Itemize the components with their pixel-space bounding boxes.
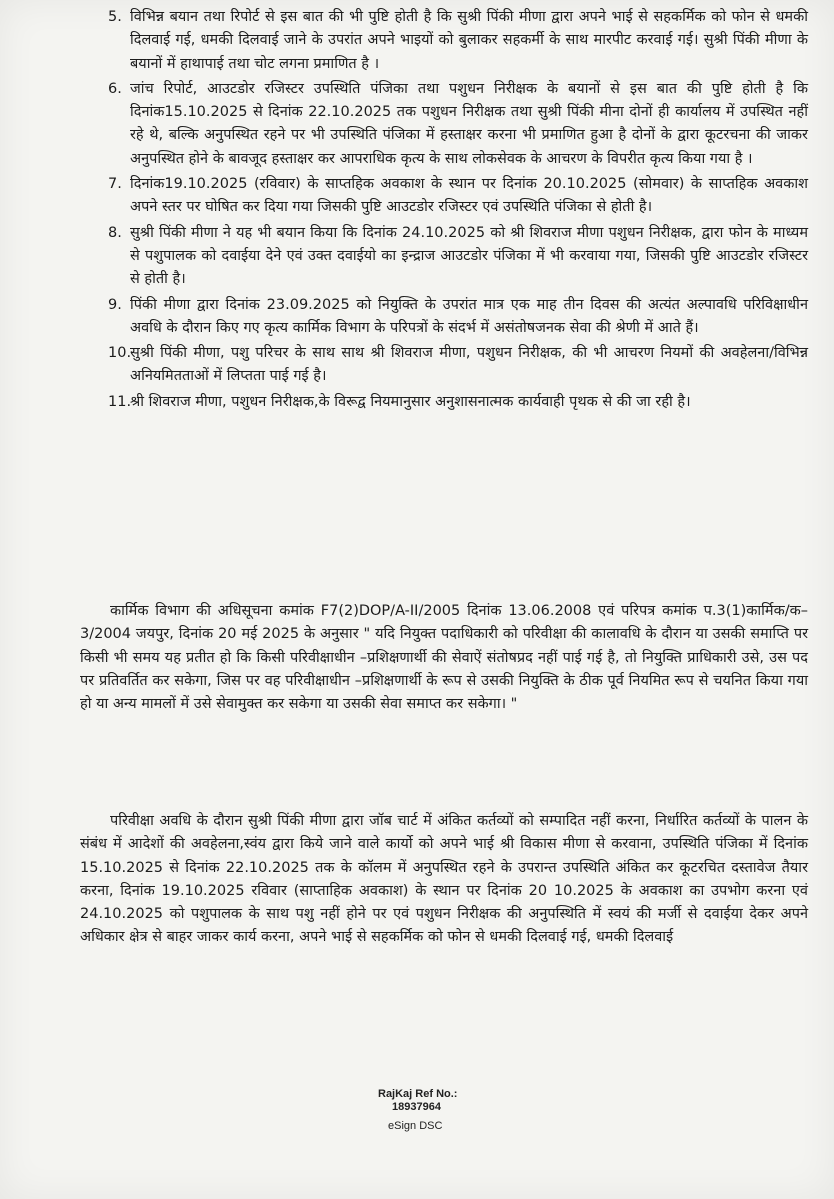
item-text: श्री शिवराज मीणा, पशुधन निरीक्षक,के विरूद्व नियमानुसार अनुशासनात्मक कार्यवाही पृथक से की जा रही है। — [130, 393, 691, 410]
item-number: 8. — [108, 224, 122, 241]
list-item — [108, 78, 808, 171]
item-text: विभिन्न बयान तथा रिपोर्ट से इस बात की भी पुष्टि होती है कि सुश्री पिंकी मीणा द्वारा अपने भाई से सहकर्मिक को फोन से धमकी दिलवाई गई, धमकी दिलवाई जाने के उपरांत अपने भाइयों को बुलाकर सहकर्मी के साथ मारपीट करवाई गई। सुश्री पिंकी मीणा के बयानों में हाथापाई तथा चोट लगना प्रमाणित है । — [130, 9, 808, 72]
item-text: पिंकी मीणा द्वारा दिनांक 23.09.2025 को नियुक्ति के उपरांत मात्र एक माह तीन दिवस की अत्यंत अल्पावधि परिविक्षाधीन अवधि के दौरान किए गए कृत्य कार्मिक विभाग के परिपत्रों के संदर्भ में असंतोषजनक सेवा की श्रेणी में आते हैं। — [130, 296, 808, 336]
item-text: सुश्री पिंकी मीणा, पशु परिचर के साथ साथ श्री शिवराज मीणा, पशुधन निरीक्षक, की भी आचरण नियमों की अवहेलना/विभिन्न अनियमितताओं में लिप्तता पाई गई है। — [130, 345, 808, 385]
item-number: 10. — [108, 345, 132, 362]
item-number: 9. — [108, 296, 122, 313]
item-text: सुश्री पिंकी मीणा ने यह भी बयान किया कि दिनांक 24.10.2025 को श्री शिवराज मीणा पशुधन निरीक्षक, द्वारा फोन के माध्यम से पशुपालक को दवाईया देने एवं उक्त दवाईयो का इन्द्राज आउटडोर पंजिका में भी करवाया गया, जिसकी पुष्टि आउटडोर रजिस्टर से होती है। — [130, 224, 808, 288]
list-item — [108, 222, 808, 292]
numbered-findings-list — [108, 6, 808, 416]
rajkaj-ref-label: RajKaj Ref No.: — [378, 1088, 458, 1100]
item-text: जांच रिपोर्ट, आउटडोर रजिस्टर उपस्थिति पंजिका तथा पशुधन निरीक्षक के बयानों से इस बात की पुष्टि होती है कि दिनांक15.10.2025 से दिनांक 22.10.2025 तक पशुधन निरीक्षक तथा सुश्री पिंकी मीना दोनों ही कार्यालय में उपस्थित नहीं रहे थे, बल्कि अनुपस्थित रहने पर भी उपस्थिति पंजिका में हस्ताक्षर करना भी प्रमाणित हुआ है दोनों के द्वारा कूटरचना की जाकर अनुपस्थित होने के बावजूद हस्ताक्षर कर आपराधिक कृत्य के साथ लोकसेवक के आचरण के विपरीत कृत्य किया गया है । — [130, 80, 808, 167]
probation-conduct-paragraph: परिवीक्षा अवधि के दौरान सुश्री पिंकी मीणा द्वारा जॉब चार्ट में अंकित कर्तव्यों को सम्पादित नहीं करना, निर्धारित कर्तव्यों के पालन के संबंध में आदेशों की अवहेलना,स्वंय द्वारा किये जाने वाले कार्यो को अपने भाई श्री विकास मीणा से करवाना, उपस्थिति पंजिका में दिनांक 15.10.2025 से दिनांक 22.10.2025 तक के कॉलम में अनुपस्थित रहने के उपरान्त उपस्थिति अंकित कर कूटरचित दस्तावेज तैयार करना, दिनांक 19.10.2025 रविवार (साप्ताहिक अवकाश) के स्थान पर दिनांक 20 10.2025 के अवकाश का उपभोग करना एवं 24.10.2025 को पशुपालक के साथ पशु नहीं होने पर एवं पशुधन निरीक्षक की अनुपस्थिति में स्वयं की मर्जी से दवाईया देकर अपने अधिकार क्षेत्र से बाहर जाकर कार्य करना, अपने भाई से सहकर्मिक को फोन से धमकी दिलवाई गई, धमकी दिलवाई — [80, 813, 808, 946]
esign-dsc-label: eSign DSC — [388, 1120, 443, 1132]
item-number: 6. — [108, 80, 122, 97]
list-item — [108, 342, 808, 389]
list-item — [108, 294, 808, 341]
item-number: 7. — [108, 176, 122, 193]
item-text: दिनांक19.10.2025 (रविवार) के साप्तहिक अवकाश के स्थान पर दिनांक 20.10.2025 (सोमवार) के साप्तहिक अवकाश अपने स्तर पर घोषित कर दिया गया जिसकी पुष्टि आउटडोर रजिस्टर एवं उपस्थिति पंजिका से होती है। — [130, 176, 808, 216]
item-number: 5. — [108, 9, 122, 25]
list-item — [108, 391, 808, 414]
notification-quote-paragraph: कार्मिक विभाग की अधिसूचना कमांक F7(2)DOP/A-II/2005 दिनांक 13.06.2008 एवं परिपत्र कमांक प.3(1)कार्मिक/क–3/2004 जयपुर, दिनांक 20 मई 2025 के अनुसार " यदि नियुक्त पदाधिकारी को परिवीक्षा की कालावधि के दौरान या उसकी समाप्ति पर किसी भी समय यह प्रतीत हो कि किसी परिवीक्षाधीन –प्रशिक्षणार्थी की सेवाऐं संतोषप्रद नहीं पाई गई है, तो नियुक्ति प्राधिकारी उसे, उस पद पर प्रतिवर्तित कर सकेगा, जिस पर वह परिवीक्षाधीन –प्रशिक्षणार्थी के रूप से उसकी नियुक्ति के ठीक पूर्व नियमित रूप से चयनित किया गया हो या अन्य मामलों में उसे सेवामुक्त कर सकेगा या उसकी सेवा समाप्त कर सकेगा। " — [80, 603, 808, 713]
rajkaj-ref-number: 18937964 — [392, 1101, 441, 1113]
item-number: 11. — [108, 393, 132, 410]
list-item — [108, 173, 808, 220]
list-item — [108, 6, 808, 76]
esign-footer — [378, 1088, 457, 1133]
